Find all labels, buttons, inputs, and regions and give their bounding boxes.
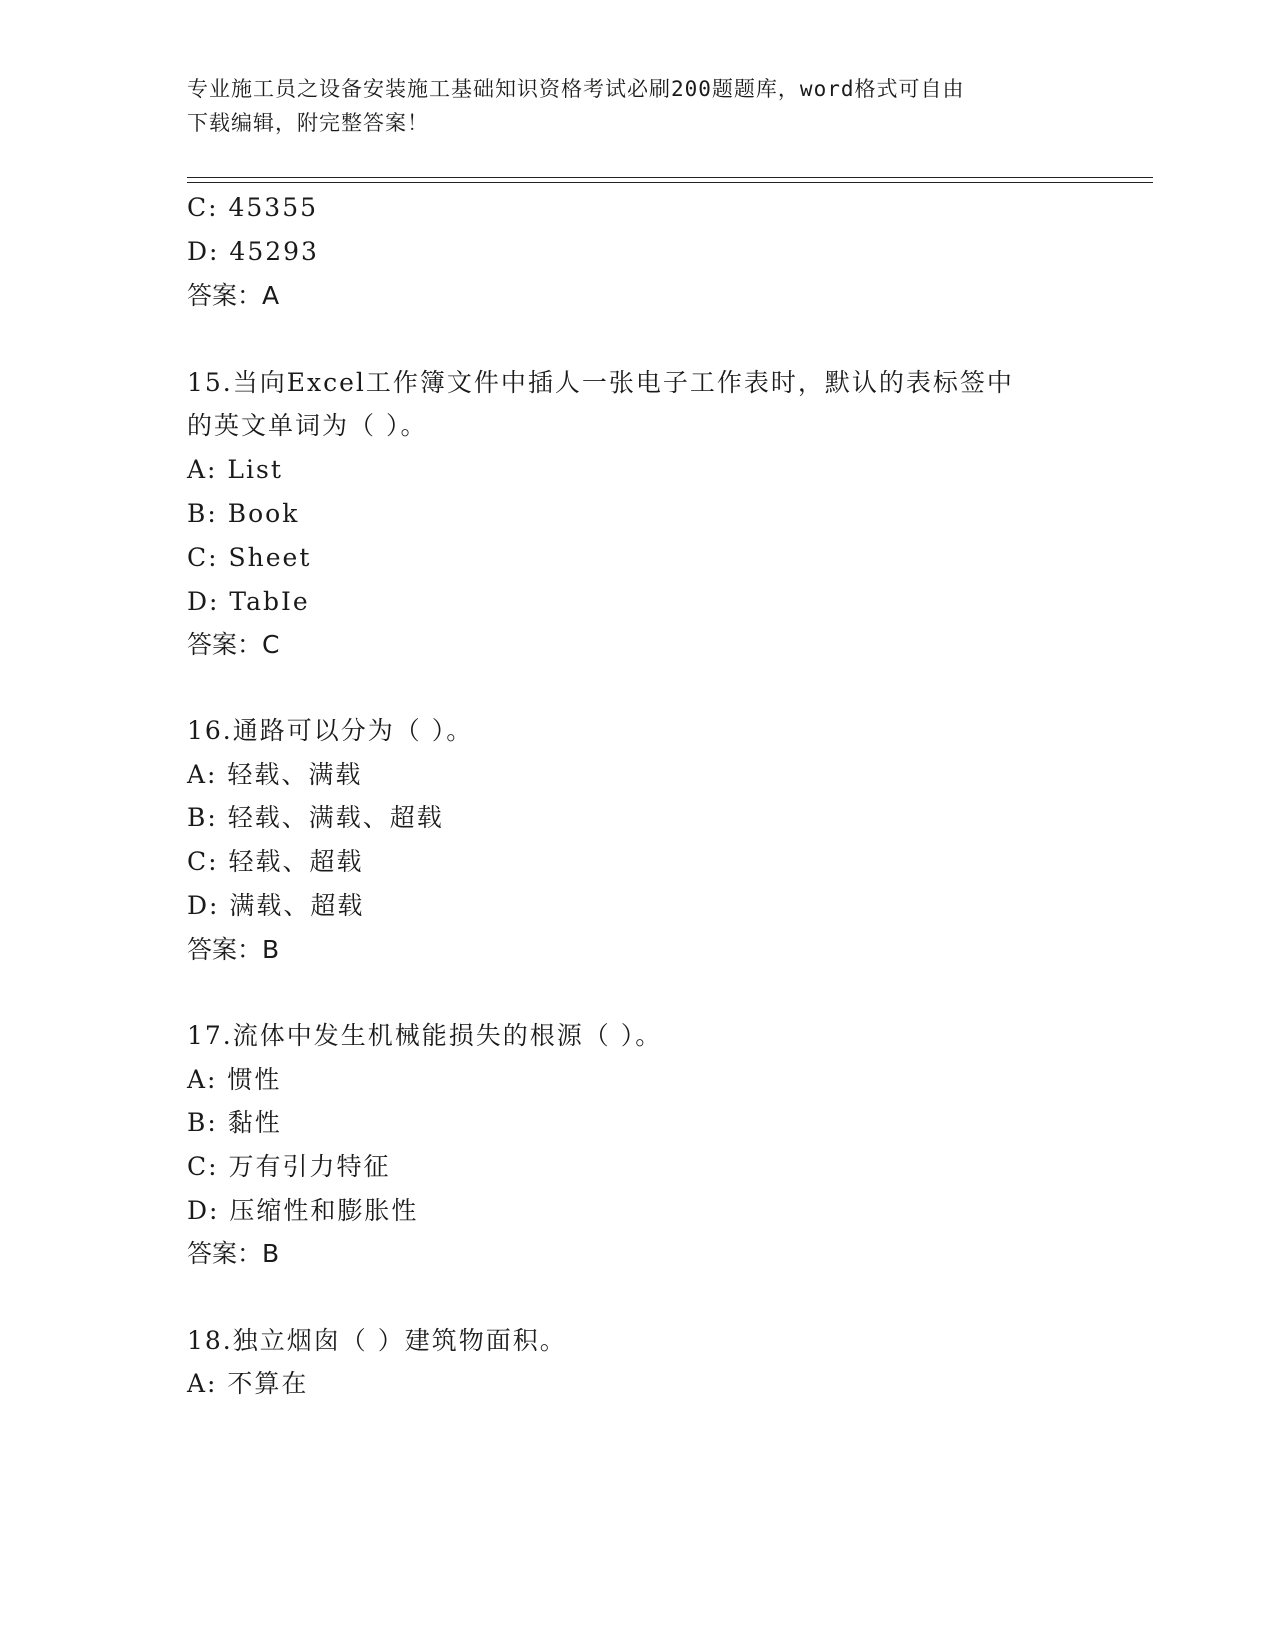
q17-option-d: D: 压缩性和膨胀性	[187, 1196, 419, 1225]
q18-option-a: A: 不算在	[187, 1369, 309, 1398]
document-header	[187, 72, 1067, 140]
header-divider-bottom	[187, 182, 1153, 183]
q15-answer: 答案：C	[187, 630, 280, 659]
prev-answer: 答案：A	[187, 281, 280, 310]
q15-option-a: A: List	[187, 455, 283, 484]
header-divider-top	[187, 177, 1153, 178]
prev-option-d: D: 45293	[187, 237, 319, 266]
q16-option-c: C: 轻载、超载	[187, 847, 364, 876]
q15-option-d: D: TabIe	[187, 587, 310, 616]
q17-option-b: B: 黏性	[187, 1108, 282, 1137]
header-title-line-1: 专业施工员之设备安装施工基础知识资格考试必刷200题题库，word格式可自由	[187, 77, 965, 101]
header-title-line-2: 下载编辑，附完整答案！	[187, 111, 429, 135]
q16-answer: 答案：B	[187, 935, 280, 964]
q16-stem: 16.通路可以分为（ ）。	[187, 716, 474, 745]
q16-option-d: D: 满载、超载	[187, 891, 365, 920]
q15-option-b: B: Book	[187, 499, 300, 528]
q16-option-b: B: 轻载、满载、超载	[187, 803, 444, 832]
q15-stem-line-1: 15.当向Excel工作簿文件中插人一张电子工作表时，默认的表标签中	[187, 368, 1014, 397]
q15-stem-line-2: 的英文单词为（ ）。	[187, 411, 428, 440]
q17-option-a: A: 惯性	[187, 1065, 282, 1094]
prev-option-c: C: 45355	[187, 193, 319, 222]
q17-answer: 答案：B	[187, 1239, 280, 1268]
q15-option-c: C: Sheet	[187, 543, 312, 572]
q16-option-a: A: 轻载、满载	[187, 760, 363, 789]
q17-option-c: C: 万有引力特征	[187, 1152, 391, 1181]
q17-stem: 17.流体中发生机械能损失的根源（ ）。	[187, 1021, 663, 1050]
q18-stem: 18.独立烟囱（ ）建筑物面积。	[187, 1326, 567, 1355]
